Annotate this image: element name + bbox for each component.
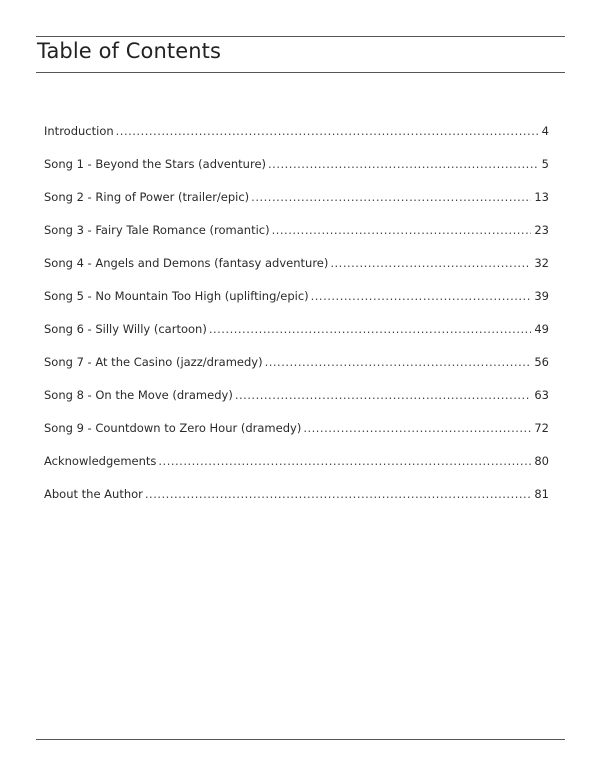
footer-divider [36, 739, 565, 740]
toc-entry-label: Song 7 - At the Casino (jazz/dramedy) [44, 355, 263, 369]
dot-leader [272, 223, 532, 237]
table-of-contents [44, 124, 549, 520]
dot-leader [268, 157, 539, 171]
toc-entry-song-9[interactable] [44, 421, 549, 454]
toc-entry-song-3[interactable] [44, 223, 549, 256]
toc-entry-page-number: 5 [541, 157, 549, 171]
toc-entry-page-number: 56 [534, 355, 549, 369]
toc-entry-song-1[interactable] [44, 157, 549, 190]
toc-entry-page-number: 23 [534, 223, 549, 237]
dot-leader [209, 322, 532, 336]
toc-entry-label: About the Author [44, 487, 143, 501]
toc-entry-page-number: 72 [534, 421, 549, 435]
toc-entry-page-number: 80 [534, 454, 549, 468]
title-divider [36, 72, 565, 73]
toc-entry-label: Introduction [44, 124, 114, 138]
toc-entry-label: Song 5 - No Mountain Too High (uplifting/epic) [44, 289, 309, 303]
toc-entry-label: Song 9 - Countdown to Zero Hour (dramedy) [44, 421, 302, 435]
toc-entry-label: Song 6 - Silly Willy (cartoon) [44, 322, 207, 336]
dot-leader [303, 421, 531, 435]
toc-entry-label: Song 4 - Angels and Demons (fantasy adventure) [44, 256, 329, 270]
toc-entry-label: Song 3 - Fairy Tale Romance (romantic) [44, 223, 270, 237]
toc-entry-about-the-author[interactable] [44, 487, 549, 520]
toc-entry-song-6[interactable] [44, 322, 549, 355]
dot-leader [251, 190, 531, 204]
toc-entry-page-number: 49 [534, 322, 549, 336]
toc-entry-page-number: 39 [534, 289, 549, 303]
dot-leader [235, 388, 532, 402]
toc-entry-page-number: 63 [534, 388, 549, 402]
toc-entry-song-2[interactable] [44, 190, 549, 223]
toc-entry-label: Acknowledgements [44, 454, 157, 468]
top-divider [36, 36, 565, 37]
toc-entry-song-8[interactable] [44, 388, 549, 421]
dot-leader [145, 487, 531, 501]
toc-entry-acknowledgements[interactable] [44, 454, 549, 487]
toc-entry-page-number: 81 [534, 487, 549, 501]
toc-entry-song-7[interactable] [44, 355, 549, 388]
toc-entry-page-number: 4 [541, 124, 549, 138]
toc-entry-introduction[interactable] [44, 124, 549, 157]
toc-entry-label: Song 1 - Beyond the Stars (adventure) [44, 157, 267, 171]
dot-leader [158, 454, 531, 468]
toc-entry-song-5[interactable] [44, 289, 549, 322]
toc-entry-page-number: 32 [534, 256, 549, 270]
dot-leader [330, 256, 531, 270]
dot-leader [265, 355, 532, 369]
toc-entry-label: Song 8 - On the Move (dramedy) [44, 388, 233, 402]
toc-entry-page-number: 13 [534, 190, 549, 204]
page-title: Table of Contents [37, 39, 222, 63]
dot-leader [311, 289, 532, 303]
toc-entry-label: Song 2 - Ring of Power (trailer/epic) [44, 190, 250, 204]
toc-entry-song-4[interactable] [44, 256, 549, 289]
dot-leader [116, 124, 539, 138]
